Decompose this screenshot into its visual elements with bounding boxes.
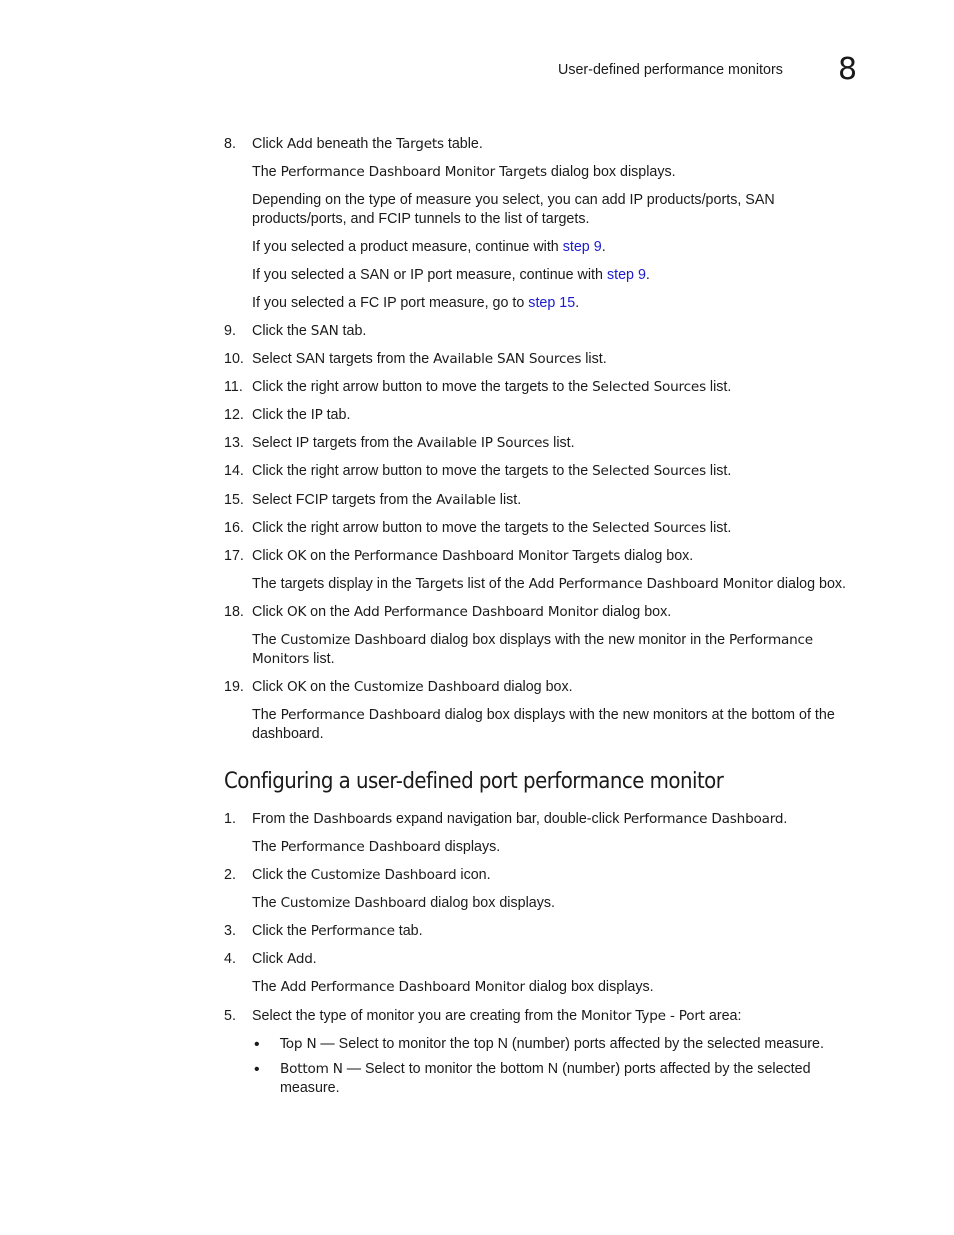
step-number: 1. bbox=[224, 811, 236, 827]
step-number: 13. bbox=[224, 435, 244, 451]
chapter-number: 8 bbox=[838, 52, 858, 87]
step-note: The Add Performance Dashboard Monitor dialog box displays. bbox=[252, 979, 654, 995]
step-text: Select SAN targets from the Available SAN Sources list. bbox=[252, 351, 607, 367]
step-note: The Customize Dashboard dialog box displays with the new monitor in the Performance Monitors list. bbox=[252, 632, 813, 667]
step-text: Select IP targets from the Available IP Sources list. bbox=[252, 435, 575, 451]
note-text: The targets display in the Targets list of the Add Performance Dashboard Monitor dialog box. bbox=[252, 576, 847, 592]
step-number: 11. bbox=[224, 379, 243, 395]
step-note: The Performance Dashboard dialog box displays with the new monitors at the bottom of the dashboard. bbox=[252, 707, 835, 742]
step-number: 19. bbox=[224, 679, 244, 695]
step-number: 4. bbox=[224, 951, 236, 967]
step-note: The Customize Dashboard dialog box displays. bbox=[252, 895, 555, 911]
step-text: Click Add. bbox=[252, 951, 317, 967]
step-link[interactable]: step 15 bbox=[528, 295, 576, 311]
step-number: 8. bbox=[224, 136, 236, 152]
bullet-text: Top N — Select to monitor the top N (number) ports affected by the selected measure. bbox=[280, 1036, 824, 1052]
step-note: If you selected a product measure, continue with step 9. bbox=[252, 239, 606, 255]
step-text: Click the SAN tab. bbox=[252, 323, 367, 339]
bullet-icon: • bbox=[254, 1061, 260, 1078]
step-text: Click the right arrow button to move the targets to the Selected Sources list. bbox=[252, 520, 732, 536]
step-note: If you selected a FC IP port measure, go to step 15. bbox=[252, 295, 580, 311]
bullet-icon: • bbox=[254, 1036, 260, 1053]
step-number: 10. bbox=[224, 351, 244, 367]
step-text: Click the Performance tab. bbox=[252, 923, 423, 939]
step-number: 15. bbox=[224, 492, 244, 508]
bullet-text: Bottom N — Select to monitor the bottom N (number) ports affected by the selected measure. bbox=[280, 1061, 811, 1096]
step-number: 16. bbox=[224, 520, 244, 536]
step-text: Click the right arrow button to move the targets to the Selected Sources list. bbox=[252, 379, 732, 395]
running-header: User-defined performance monitors bbox=[558, 62, 783, 78]
step-text: Click OK on the Customize Dashboard dialog box. bbox=[252, 679, 573, 695]
step-text: Click the right arrow button to move the targets to the Selected Sources list. bbox=[252, 463, 732, 479]
step-number: 14. bbox=[224, 463, 244, 479]
step-link[interactable]: step 9 bbox=[606, 267, 646, 283]
step-text: Click Add beneath the Targets table. bbox=[252, 136, 483, 152]
step-note: Depending on the type of measure you select, you can add IP products/ports, SAN products/ports, and FCIP tunnels to the list of targets. bbox=[252, 192, 775, 227]
step-text: Click the IP tab. bbox=[252, 407, 351, 423]
step-text: Click OK on the Performance Dashboard Monitor Targets dialog box. bbox=[252, 548, 694, 564]
step-text: From the Dashboards expand navigation bar, double-click Performance Dashboard. bbox=[252, 811, 788, 827]
step-text: Select FCIP targets from the Available list. bbox=[252, 492, 522, 508]
step-note: The Performance Dashboard displays. bbox=[252, 839, 501, 855]
step-text: Click OK on the Add Performance Dashboard Monitor dialog box. bbox=[252, 604, 672, 620]
step-note: If you selected a SAN or IP port measure, continue with step 9. bbox=[252, 267, 650, 283]
step-number: 3. bbox=[224, 923, 236, 939]
step-number: 5. bbox=[224, 1008, 236, 1024]
section-heading: Configuring a user-defined port performance monitor bbox=[224, 769, 724, 794]
step-link[interactable]: step 9 bbox=[562, 239, 602, 255]
step-number: 12. bbox=[224, 407, 244, 423]
step-number: 2. bbox=[224, 867, 236, 883]
step-number: 17. bbox=[224, 548, 244, 564]
step-text: Select the type of monitor you are creating from the Monitor Type - Port area: bbox=[252, 1008, 742, 1024]
step-number: 18. bbox=[224, 604, 244, 620]
step-number: 9. bbox=[224, 323, 236, 339]
step-note: The Performance Dashboard Monitor Targets dialog box displays. bbox=[252, 164, 676, 180]
step-text: Click the Customize Dashboard icon. bbox=[252, 867, 491, 883]
